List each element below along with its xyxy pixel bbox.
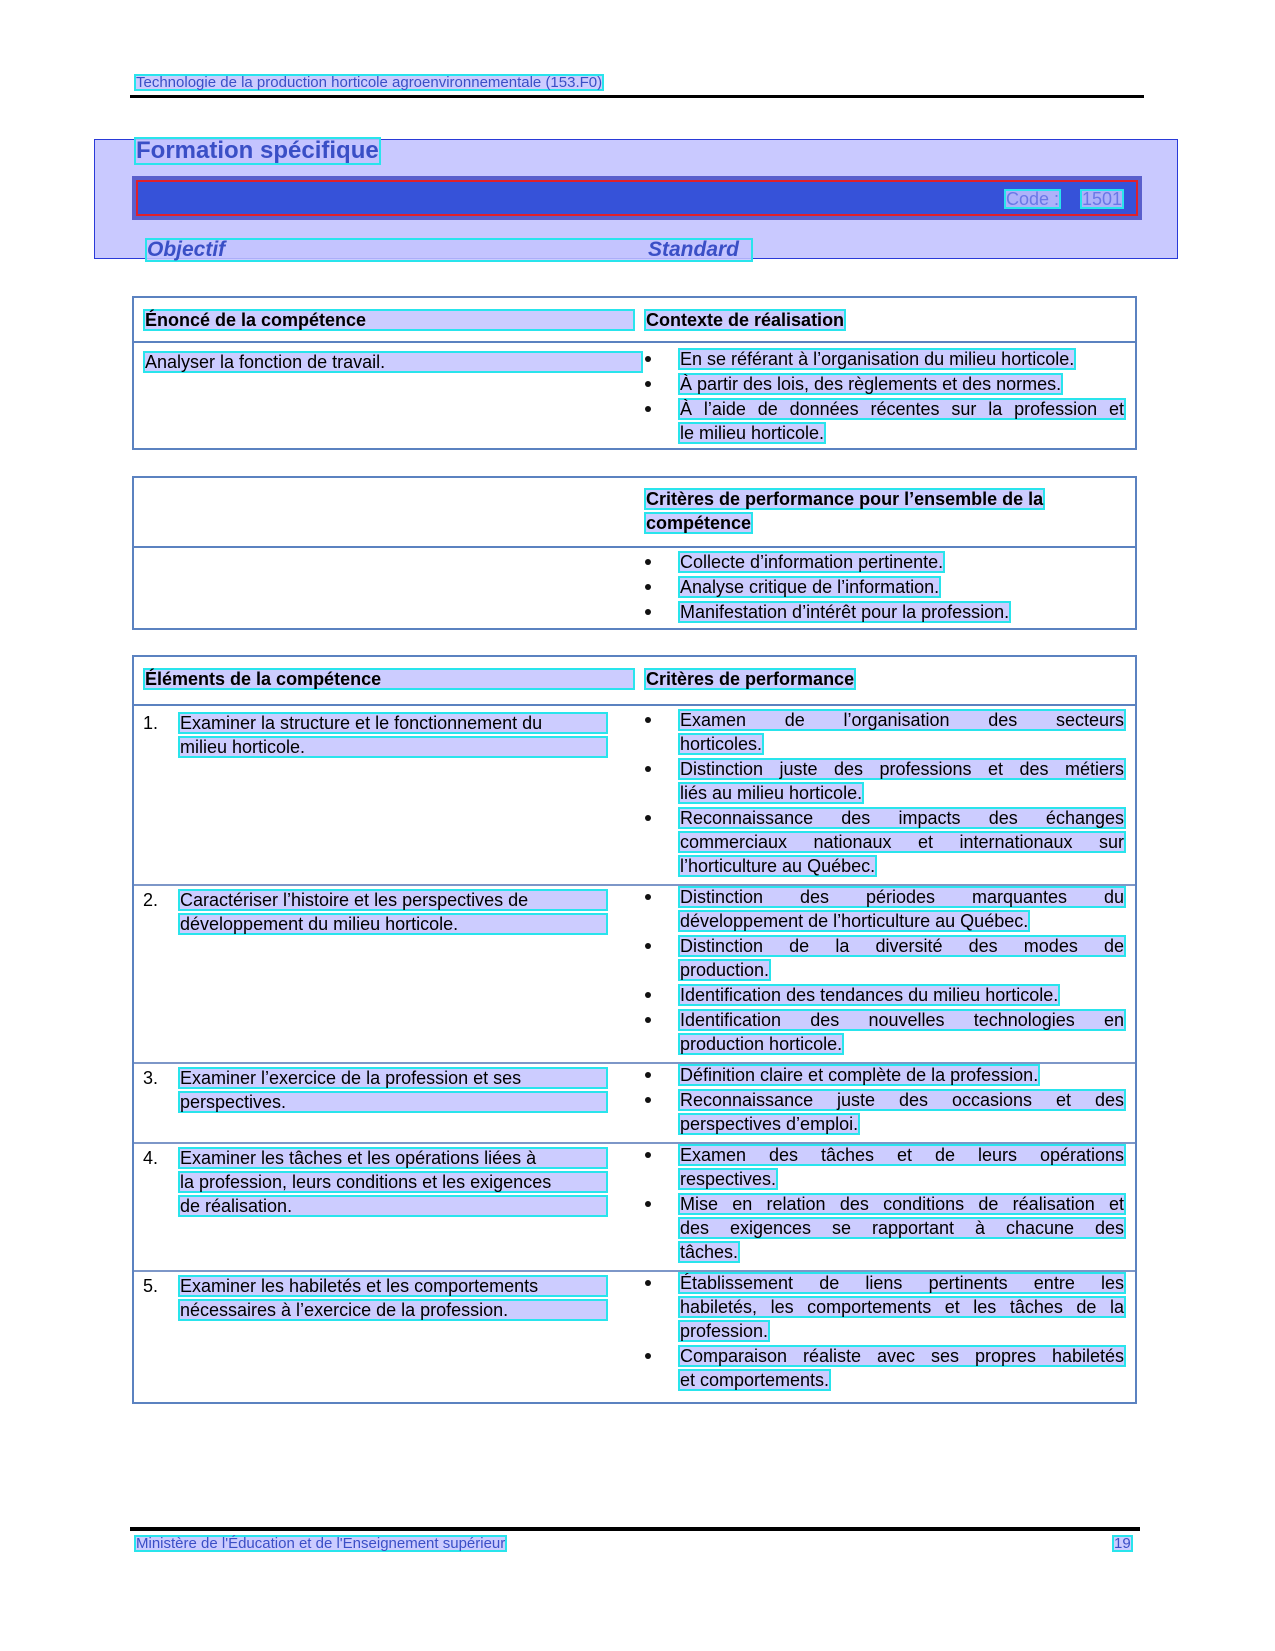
- bullet-icon: [645, 584, 651, 590]
- element-number: 4.: [143, 1148, 159, 1168]
- footer-rule: [130, 1527, 1140, 1531]
- element-line: Examiner la structure et le fonctionnement du: [178, 712, 608, 734]
- criterion-line: respectives.: [680, 1169, 777, 1189]
- competence-statement: Analyser la fonction de travail.: [143, 351, 643, 373]
- bullet-icon: [645, 815, 651, 821]
- criterion-line: l’horticulture au Québec.: [680, 856, 876, 876]
- criterion-line: tâches.: [680, 1242, 739, 1262]
- element-line: nécessaires à l’exercice de la profession.: [178, 1299, 608, 1321]
- element-line: développement du milieu horticole.: [178, 913, 608, 935]
- criterion-line: Mise en relation des conditions de réalisation et: [680, 1194, 1124, 1214]
- section-title: Formation spécifique: [136, 137, 379, 164]
- criterion-line: des exigences se rapportant à chacune des: [680, 1218, 1124, 1238]
- criterion-line: Définition claire et complète de la profession.: [680, 1065, 1039, 1085]
- running-header: Technologie de la production horticole agroenvironnementale (153.F0): [136, 74, 603, 91]
- elements-header: Éléments de la compétence: [143, 668, 635, 690]
- bullet-icon: [645, 381, 651, 387]
- criterion-line: habiletés, les comportements et les tâches de la: [680, 1297, 1124, 1317]
- bullet-icon: [645, 559, 651, 565]
- bullet-icon: [645, 1072, 651, 1078]
- criterion-line: À l’aide de données récentes sur la profession et: [680, 399, 1124, 419]
- element-number: 5.: [143, 1276, 159, 1296]
- criterion-line: perspectives d’emploi.: [680, 1114, 859, 1134]
- element-line: la profession, leurs conditions et les exigences: [178, 1171, 608, 1193]
- criterion-line: liés au milieu horticole.: [680, 783, 863, 803]
- criterion-line: le milieu horticole.: [680, 423, 825, 443]
- element-line: Examiner les tâches et les opérations liées à: [178, 1147, 608, 1169]
- bullet-icon: [645, 1353, 651, 1359]
- element-line: Examiner les habiletés et les comportements: [178, 1275, 608, 1297]
- objectif-text: Objectif: [147, 238, 226, 261]
- table-header-rule: [134, 341, 1135, 343]
- table-header-rule: [134, 704, 1135, 706]
- bullet-icon: [645, 992, 651, 998]
- bullet-icon: [645, 356, 651, 362]
- performance-criteria-header: Critères de performance: [646, 669, 855, 689]
- page-number: 19: [1114, 1535, 1131, 1552]
- bullet-icon: [645, 609, 651, 615]
- criterion-line: Distinction des périodes marquantes du: [680, 887, 1124, 907]
- bullet-icon: [645, 717, 651, 723]
- element-line: perspectives.: [178, 1091, 608, 1113]
- element-line: Examiner l’exercice de la profession et ses: [178, 1067, 608, 1089]
- element-number: 2.: [143, 890, 159, 910]
- overall-criterion: Analyse critique de l’information.: [680, 577, 940, 597]
- criterion-line: profession.: [680, 1321, 769, 1341]
- bullet-icon: [645, 943, 651, 949]
- criterion-line: Identification des nouvelles technologies en: [680, 1010, 1124, 1030]
- overall-criterion: Manifestation d’intérêt pour la profession.: [680, 602, 1010, 622]
- table-header-rule: [134, 546, 1135, 548]
- element-line: milieu horticole.: [178, 736, 608, 758]
- criterion-line: production.: [680, 960, 770, 980]
- header-rule: [130, 95, 1144, 98]
- bullet-icon: [645, 1201, 651, 1207]
- competence-statement-header: Énoncé de la compétence: [143, 309, 635, 331]
- criterion-line: Établissement de liens pertinents entre les: [680, 1273, 1124, 1293]
- bullet-icon: [645, 1017, 651, 1023]
- criterion-line: Reconnaissance juste des occasions et des: [680, 1090, 1124, 1110]
- code-bar: [136, 180, 1138, 216]
- footer-ministry: Ministère de l'Éducation et de l'Enseignement supérieur: [136, 1535, 506, 1552]
- standard-label: Standard: [648, 238, 740, 261]
- element-number: 3.: [143, 1068, 159, 1088]
- criterion-line: En se référant à l’organisation du milieu horticole.: [680, 349, 1075, 369]
- element-line: Caractériser l’histoire et les perspectives de: [178, 889, 608, 911]
- bullet-icon: [645, 894, 651, 900]
- criterion-line: production horticole.: [680, 1034, 843, 1054]
- criterion-line: Distinction de la diversité des modes de: [680, 936, 1124, 956]
- overall-criterion: Collecte d’information pertinente.: [680, 552, 944, 572]
- element-line: de réalisation.: [178, 1195, 608, 1217]
- criterion-line: Identification des tendances du milieu horticole.: [680, 985, 1059, 1005]
- code-value: 1501: [1082, 189, 1123, 209]
- criterion-line: Distinction juste des professions et des métiers: [680, 759, 1124, 779]
- criterion-line: commerciaux nationaux et internationaux sur: [680, 832, 1124, 852]
- context-header: Contexte de réalisation: [646, 310, 845, 330]
- bullet-icon: [645, 1152, 651, 1158]
- criterion-line: Reconnaissance des impacts des échanges: [680, 808, 1124, 828]
- bullet-icon: [645, 1280, 651, 1286]
- criterion-line: Examen de l’organisation des secteurs: [680, 710, 1124, 730]
- code-label: Code :: [1006, 189, 1060, 209]
- overall-criteria-header: compétence: [646, 513, 752, 533]
- criterion-line: développement de l’horticulture au Québec.: [680, 911, 1029, 931]
- criterion-line: Comparaison réaliste avec ses propres habiletés: [680, 1346, 1124, 1366]
- overall-criteria-header: Critères de performance pour l’ensemble de la: [646, 489, 1044, 509]
- criterion-line: À partir des lois, des règlements et des normes.: [680, 374, 1062, 394]
- bullet-icon: [645, 406, 651, 412]
- criterion-line: et comportements.: [680, 1370, 830, 1390]
- element-number: 1.: [143, 713, 159, 733]
- criterion-line: horticoles.: [680, 734, 763, 754]
- bullet-icon: [645, 1097, 651, 1103]
- criterion-line: Examen des tâches et de leurs opérations: [680, 1145, 1124, 1165]
- bullet-icon: [645, 766, 651, 772]
